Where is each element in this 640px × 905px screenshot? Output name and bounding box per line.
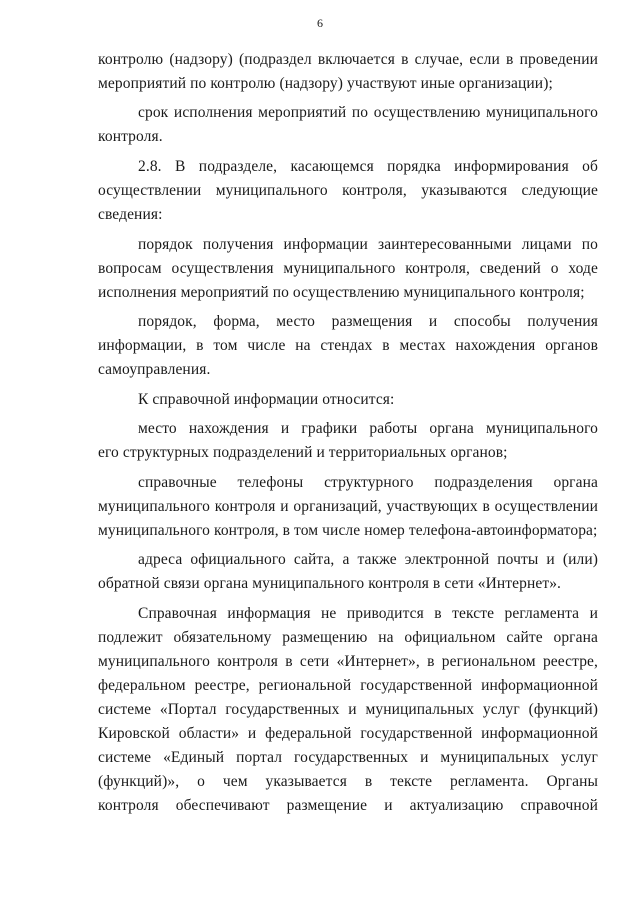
text-line: контролю (надзору) (подраздел включается в случае, если в проведении: [98, 51, 598, 68]
text-line: системе «Портал государственных и муниципальных услуг (функций): [98, 701, 598, 718]
text-line: Справочная информация не приводится в тексте регламента и: [138, 605, 598, 622]
text-line: обратной связи органа муниципального контроля в сети «Интернет».: [98, 575, 562, 592]
text-line: самоуправления.: [98, 361, 211, 378]
text-line: системе «Единый портал государственных и муниципальных услуг: [98, 749, 598, 766]
text-line: подлежит обязательному размещению на официальном сайте органа: [98, 629, 598, 646]
text-line: исполнения мероприятий по осуществлению муниципального контроля;: [98, 284, 585, 301]
text-line: осуществлении муниципального контроля, указываются следующие: [98, 182, 598, 199]
text-line: вопросам осуществления муниципального контроля, сведений о ходе: [98, 260, 598, 277]
text-line: Кировской области» и федеральной государственной информационной: [98, 725, 598, 742]
text-line: федеральном реестре, региональной государственной информационной: [98, 677, 598, 694]
text-line: место нахождения и графики работы органа муниципального: [138, 420, 598, 437]
text-line: порядок получения информации заинтересованными лицами по: [138, 236, 598, 253]
text-line: его структурных подразделений и территориальных органов;: [98, 444, 508, 461]
text-line: информации, в том числе на стендах в местах нахождения органов: [98, 337, 598, 354]
text-line: справочные телефоны структурного подразделения органа: [138, 474, 598, 491]
text-line: срок исполнения мероприятий по осуществлению муниципального: [138, 104, 598, 121]
text-line: адреса официального сайта, а также электронной почты и (или): [138, 551, 598, 568]
text-line: порядок, форма, место размещения и способы получения: [138, 313, 598, 330]
text-line: контроля.: [98, 128, 163, 145]
text-line: сведения:: [98, 206, 163, 223]
section-heading-line: 2.8. В подразделе, касающемся порядка информирования об: [138, 158, 598, 175]
page-number: 6: [317, 16, 323, 30]
text-line: муниципального контроля, в том числе номер телефона-автоинформатора;: [98, 522, 598, 539]
text-line: муниципального контроля и организаций, участвующих в осуществлении: [98, 498, 598, 515]
text-line: мероприятий по контролю (надзору) участвуют иные организации);: [98, 75, 553, 92]
text-line: муниципального контроля в сети «Интернет», в региональном реестре,: [98, 653, 598, 670]
text-line: контроля обеспечивают размещение и актуализацию справочной: [98, 797, 598, 814]
text-line: К справочной информации относится:: [138, 391, 395, 408]
text-line: (функций)», о чем указывается в тексте регламента. Органы: [98, 773, 598, 790]
